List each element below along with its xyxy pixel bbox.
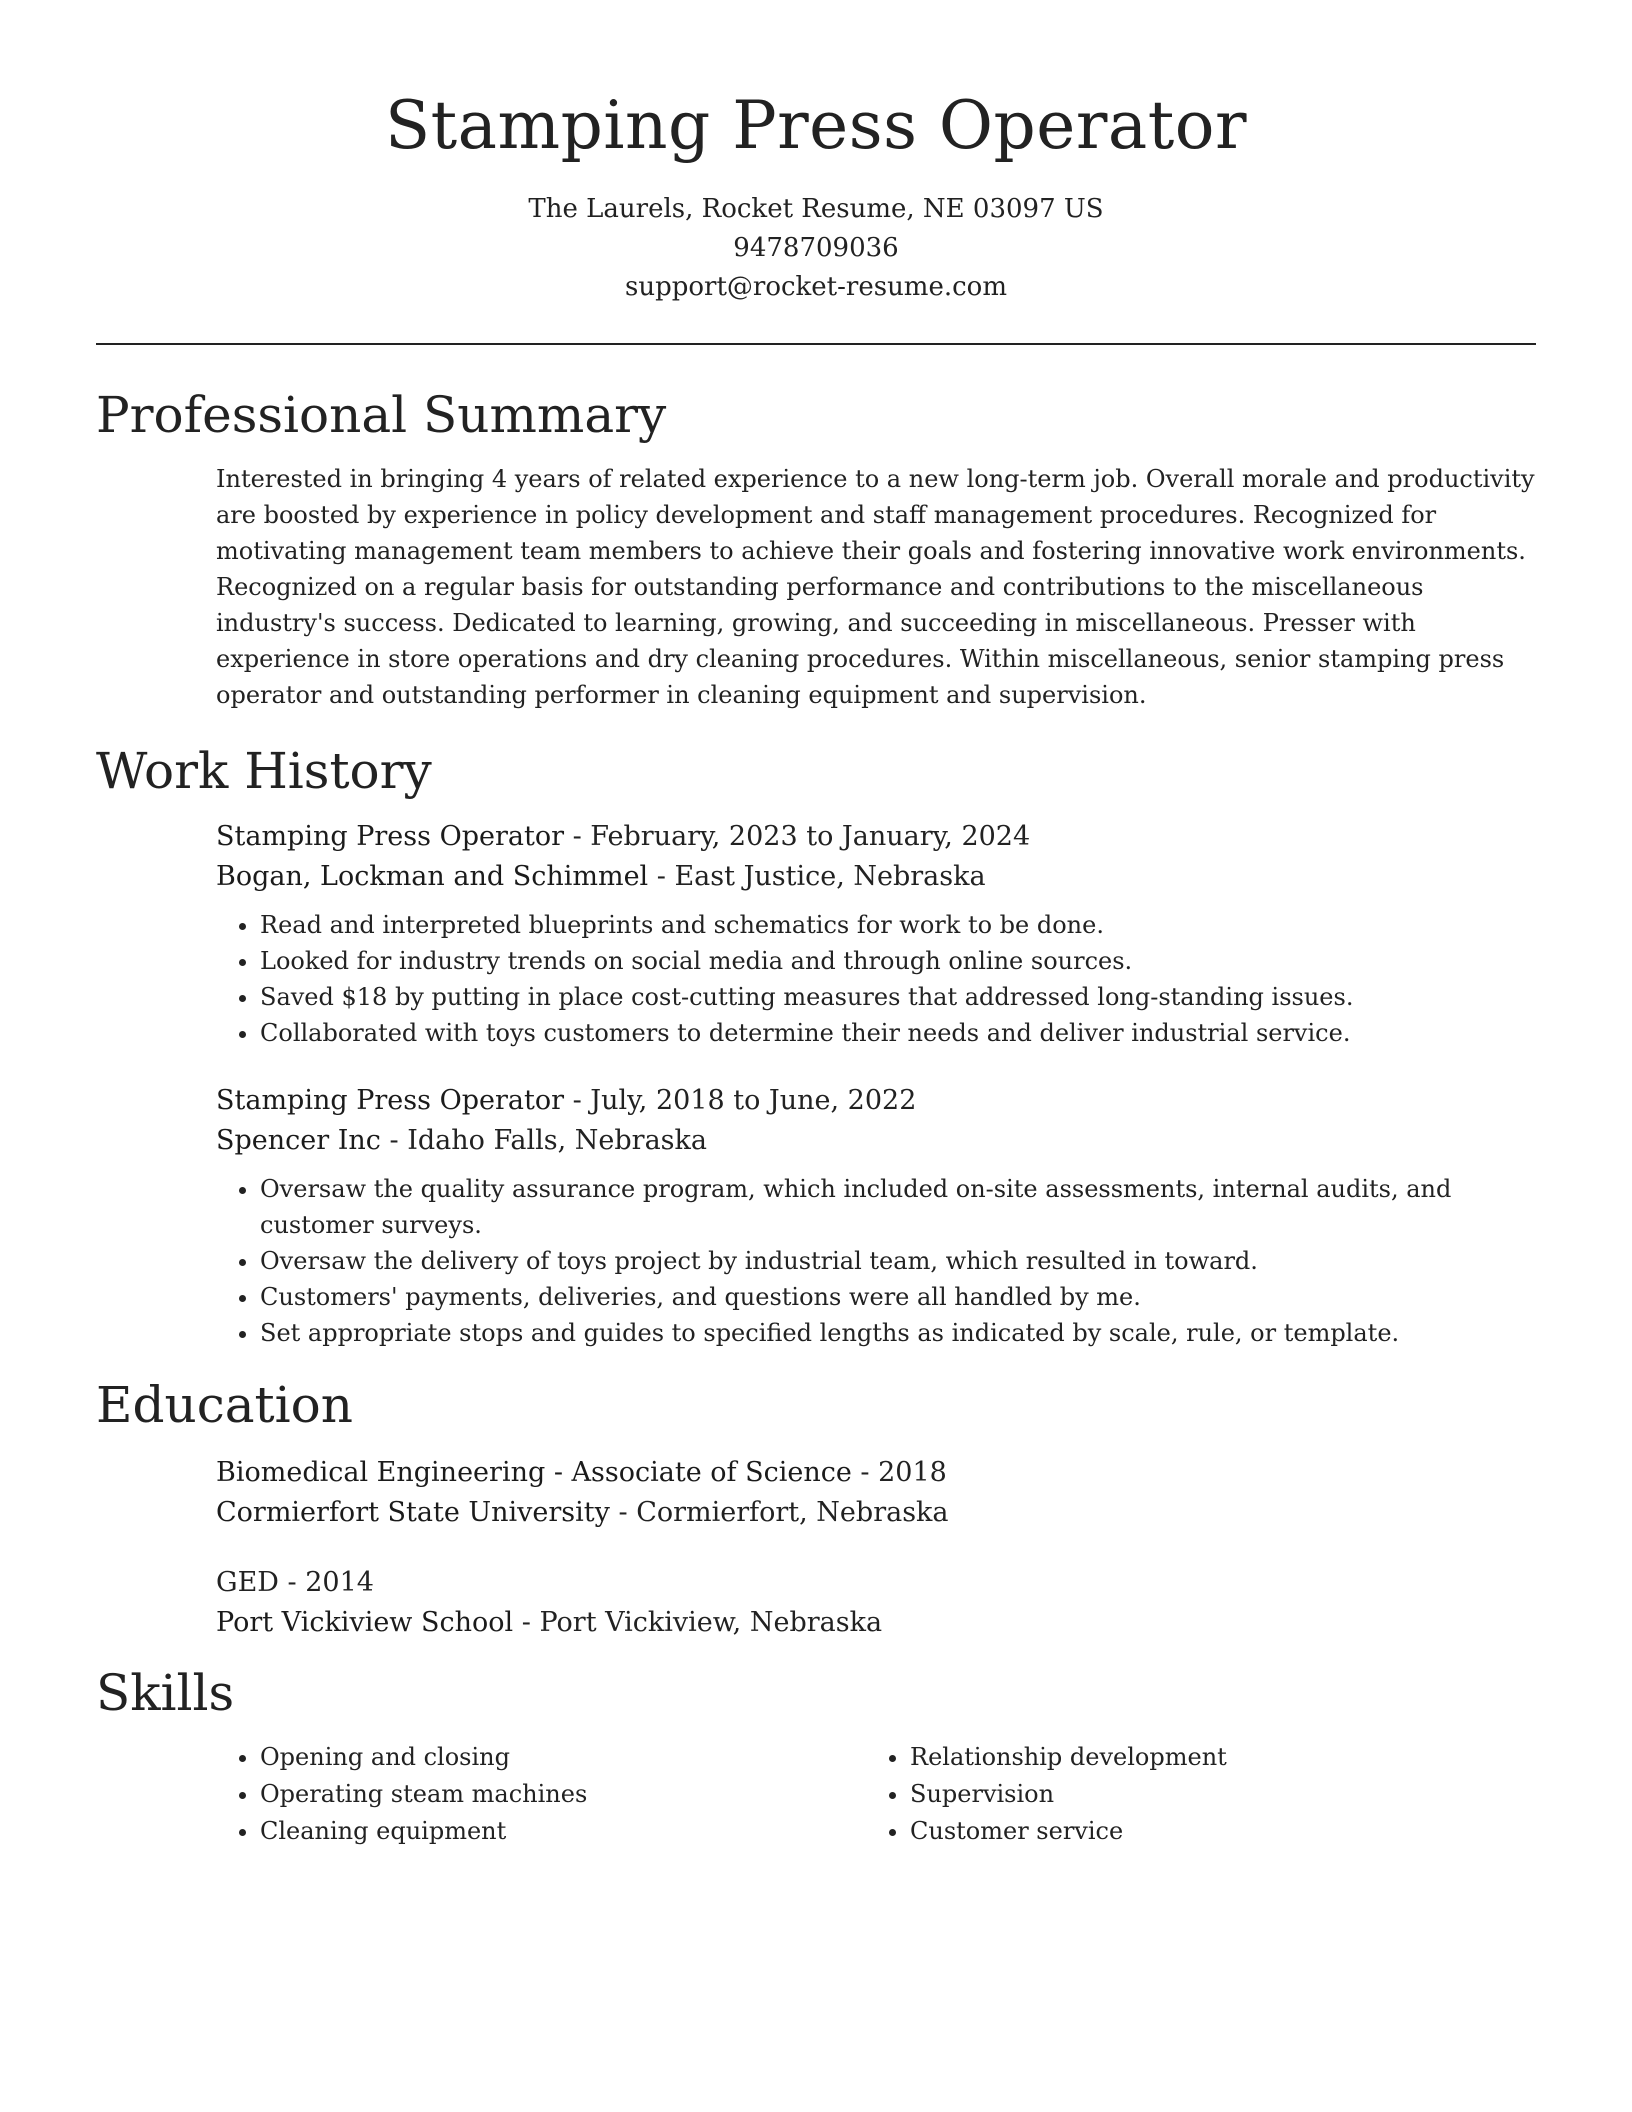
education-school: Port Vickiview School <box>216 1607 514 1638</box>
job-location: - East Justice, Nebraska <box>648 861 986 892</box>
job-company: Bogan, Lockman and Schimmel <box>216 861 649 892</box>
job-position: Stamping Press Operator <box>216 1085 564 1116</box>
education-school-line <box>216 1493 1536 1533</box>
education-entry <box>216 1563 1536 1643</box>
education-year: - 2018 <box>851 1457 947 1488</box>
skills-title: Skills <box>96 1664 235 1722</box>
education-year: GED - 2014 <box>216 1567 374 1598</box>
skill-item: • Cleaning equipment <box>260 1813 866 1850</box>
education-school: Cormierfort State University <box>216 1497 610 1528</box>
education-location: - Port Vickiview, Nebraska <box>513 1607 883 1638</box>
job-position: Stamping Press Operator <box>216 821 564 852</box>
job-bullet: • Read and interpreted blueprints and schematics for work to be done. <box>260 907 1536 943</box>
skills-column-right <box>866 1739 1516 1850</box>
skill-item: • Operating steam machines <box>260 1776 866 1813</box>
job-dates: - February, 2023 to January, 2024 <box>563 821 1031 852</box>
skills-list <box>216 1739 866 1850</box>
education-section <box>96 1373 1536 1643</box>
job-bullet: • Collaborated with toys customers to determine their needs and deliver industrial service. <box>260 1015 1536 1051</box>
resume-page <box>96 0 1536 1850</box>
job-bullet: • Saved $18 by putting in place cost-cutting measures that addressed long-standing issues. <box>260 979 1536 1015</box>
skills-grid <box>216 1739 1536 1850</box>
skill-item: • Opening and closing <box>260 1739 866 1776</box>
skills-list <box>866 1739 1516 1850</box>
job-title-line <box>216 817 1536 857</box>
skills-column-left <box>216 1739 866 1850</box>
summary-text: Interested in bringing 4 years of related experience to a new long-term job. Overall morale and productivity are boosted by experience in policy development and staff management procedures. Recognized for motivating management team members to achieve their goals and fostering innovative work environments. Recognized on a regular basis for outstanding performance and contributions to the miscellaneous industry's success. Dedicated to learning, growing, and succeeding in miscellaneous. Presser with experience in store operations and dry cleaning procedures. Within miscellaneous, senior stamping press operator and outstanding performer in cleaning equipment and supervision. <box>216 465 1535 709</box>
job-dates: - July, 2018 to June, 2022 <box>563 1085 917 1116</box>
job-bullet: • Oversaw the quality assurance program, which included on-site assessments, internal audits, and customer surveys. <box>260 1171 1536 1243</box>
education-location: - Cormierfort, Nebraska <box>609 1497 949 1528</box>
job-location: - Idaho Falls, Nebraska <box>380 1125 707 1156</box>
resume-header <box>96 0 1536 307</box>
summary-title: Professional Summary <box>96 386 667 444</box>
job-company: Spencer Inc <box>216 1125 381 1156</box>
work-history-section <box>96 739 1536 1351</box>
summary-section <box>96 383 1536 713</box>
job-bullet: • Oversaw the delivery of toys project by industrial team, which resulted in toward. <box>260 1243 1536 1279</box>
skill-item: • Customer service <box>910 1813 1516 1850</box>
job-bullet: • Customers' payments, deliveries, and questions were all handled by me. <box>260 1279 1536 1315</box>
job-entry <box>216 1081 1536 1351</box>
education-degree: Biomedical Engineering - Associate of Science <box>216 1457 852 1488</box>
education-entry <box>216 1453 1536 1533</box>
job-bullets <box>216 907 1536 1051</box>
education-degree-line <box>216 1453 1536 1493</box>
education-title: Education <box>96 1376 353 1434</box>
skill-item: • Supervision <box>910 1776 1516 1813</box>
contact-address: The Laurels, Rocket Resume, NE 03097 US <box>528 194 1104 224</box>
job-title-line <box>216 1081 1536 1121</box>
contact-block <box>96 190 1536 307</box>
contact-phone: 9478709036 <box>733 233 899 263</box>
job-bullets <box>216 1171 1536 1351</box>
contact-email: support@rocket-resume.com <box>624 272 1007 302</box>
job-bullet: • Set appropriate stops and guides to specified lengths as indicated by scale, rule, or template. <box>260 1315 1536 1351</box>
job-company-line <box>216 1121 1536 1161</box>
job-company-line <box>216 857 1536 897</box>
education-degree-line <box>216 1563 1536 1603</box>
work-history-title: Work History <box>96 742 432 800</box>
job-entry <box>216 817 1536 1051</box>
header-divider <box>96 343 1536 345</box>
education-school-line <box>216 1603 1536 1643</box>
job-bullet: • Looked for industry trends on social media and through online sources. <box>260 943 1536 979</box>
skills-section <box>96 1661 1536 1850</box>
skill-item: • Relationship development <box>910 1739 1516 1776</box>
resume-name: Stamping Press Operator <box>384 87 1248 164</box>
